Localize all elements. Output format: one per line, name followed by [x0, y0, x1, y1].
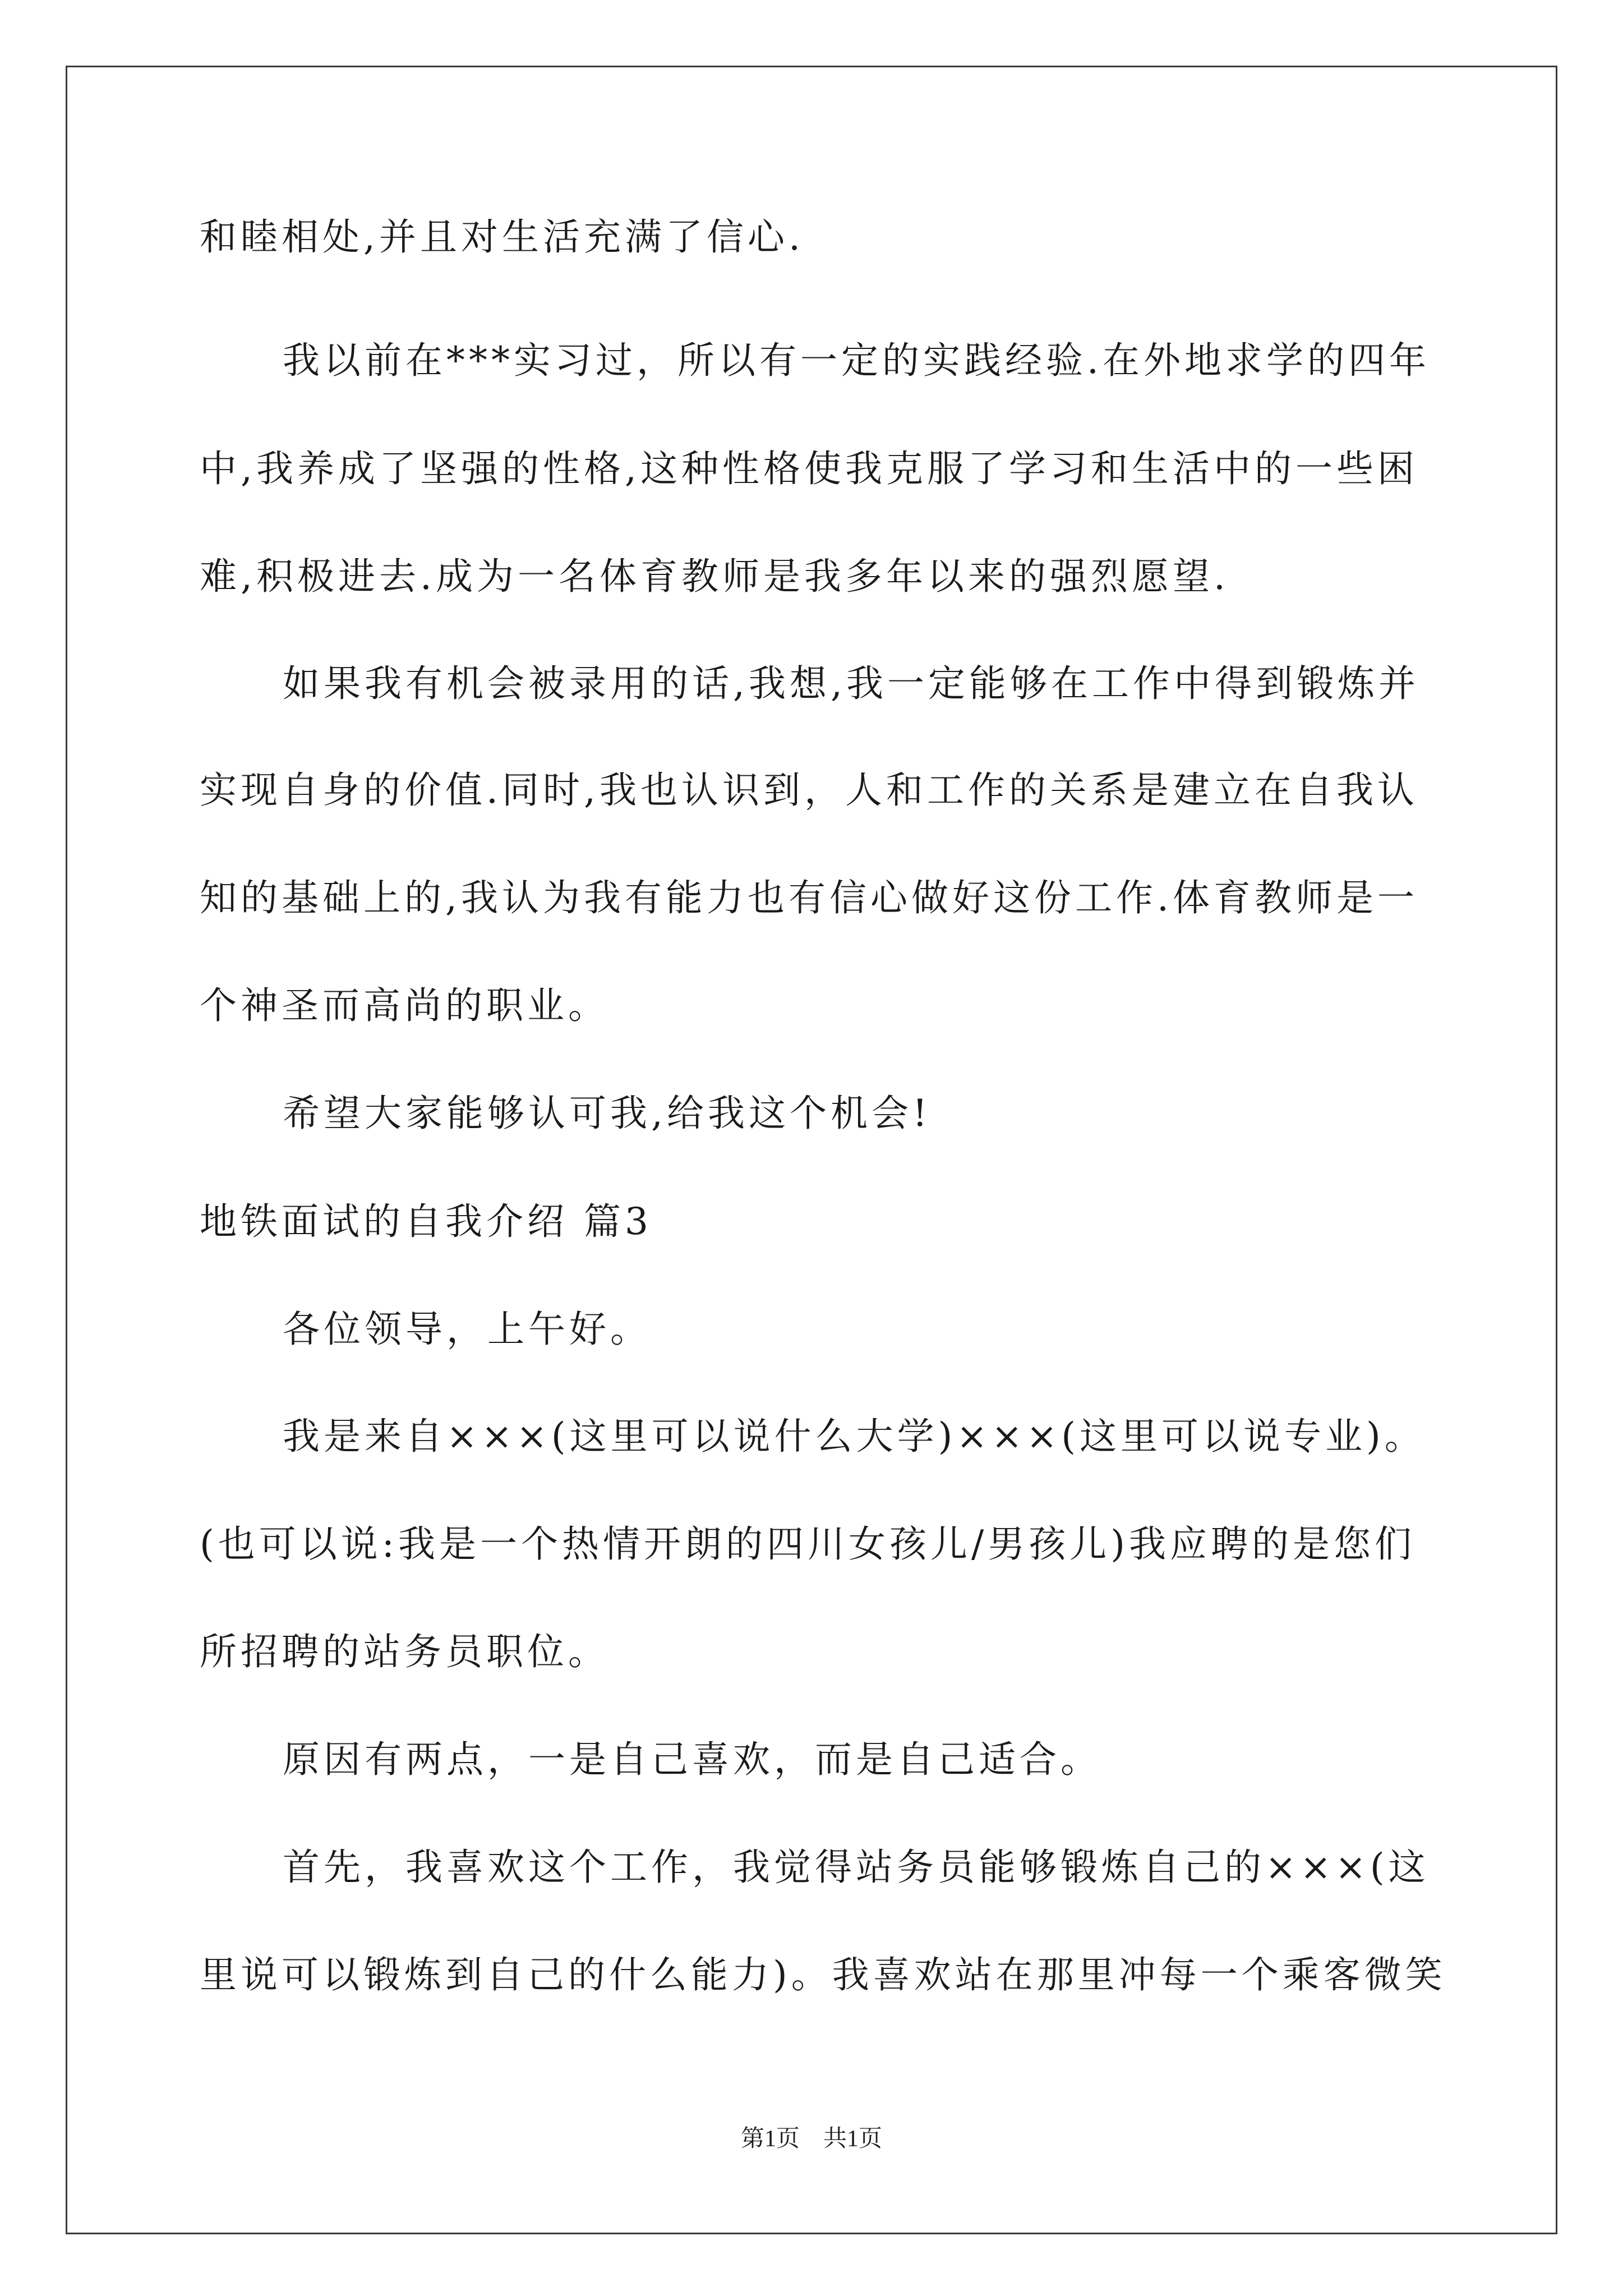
paragraph-line: 实现自身的价值.同时,我也认识到，人和工作的关系是建立在自我认: [200, 769, 1418, 812]
paragraph-line: 难,积极进去.成为一名体育教师是我多年以来的强烈愿望.: [200, 555, 1229, 598]
paragraph-line: 我是来自×××(这里可以说什么大学)×××(这里可以说专业)。: [283, 1415, 1426, 1458]
paragraph-line: 知的基础上的,我认为我有能力也有信心做好这份工作.体育教师是一: [200, 876, 1418, 919]
paragraph-line: 中,我养成了坚强的性格,这种性格使我克服了学习和生活中的一些困: [200, 447, 1418, 490]
page-footer: [0, 2124, 1623, 2154]
paragraph-line: (也可以说:我是一个热情开朗的四川女孩儿/男孩儿)我应聘的是您们: [200, 1522, 1415, 1566]
paragraph-line: 我以前在***实习过，所以有一定的实践经验.在外地求学的四年: [283, 339, 1430, 382]
paragraph-line: 各位领导，上午好。: [283, 1308, 651, 1351]
paragraph-line: 个神圣而高尚的职业。: [200, 984, 609, 1027]
paragraph-line: 希望大家能够认可我,给我这个机会!: [283, 1092, 932, 1135]
paragraph-line: 原因有两点，一是自己喜欢，而是自己适合。: [283, 1738, 1101, 1781]
paragraph-line: 如果我有机会被录用的话,我想,我一定能够在工作中得到锻炼并: [283, 662, 1419, 705]
paragraph-line: 和睦相处,并且对生活充满了信心.: [200, 215, 804, 259]
paragraph-line: 所招聘的站务员职位。: [200, 1630, 609, 1673]
page-border: [66, 66, 1557, 2234]
paragraph-line: 里说可以锻炼到自己的什么能力)。我喜欢站在那里冲每一个乘客微笑: [200, 1953, 1446, 1996]
section-heading: 地铁面试的自我介绍 篇3: [200, 1200, 652, 1243]
paragraph-line: 首先，我喜欢这个工作，我觉得站务员能够锻炼自己的×××(这: [283, 1846, 1430, 1889]
page-number: 第1页: [740, 2126, 800, 2152]
page-total: 共1页: [823, 2126, 883, 2152]
